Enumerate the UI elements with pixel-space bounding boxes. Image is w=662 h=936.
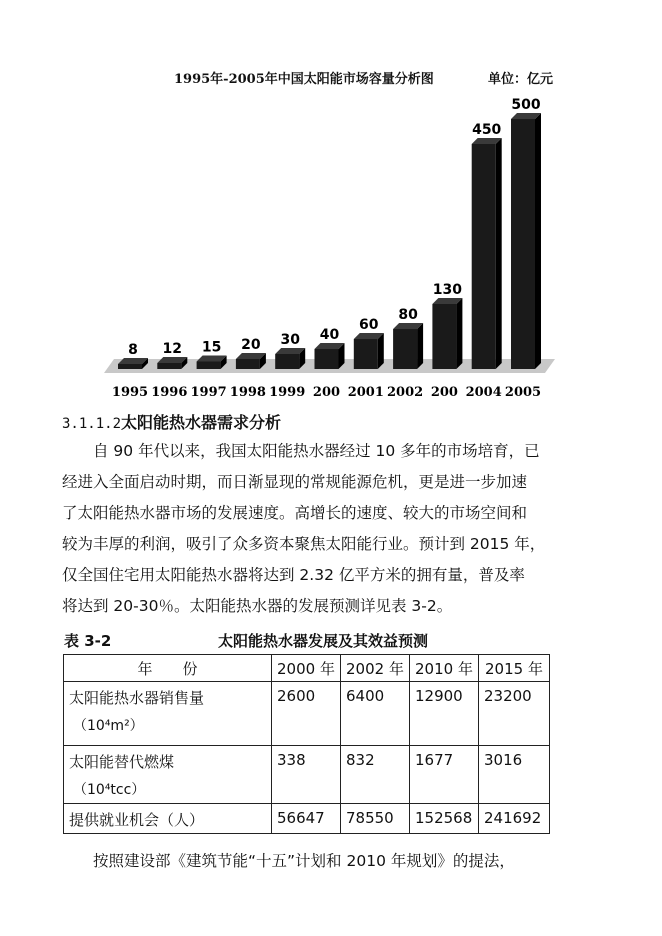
row-label-cell (64, 746, 272, 804)
x-tick-label: 2005 (504, 385, 542, 400)
table-cell: 832 (341, 746, 410, 804)
table-title: 太阳能热水器发展及其效益预测 (218, 632, 429, 650)
paragraph-line: 将达到 20-30％。太阳能热水器的发展预测详见表 3-2。 (62, 597, 453, 615)
x-tick-label: 1998 (229, 385, 266, 400)
bar (393, 329, 417, 369)
bar-side (456, 298, 462, 369)
data-label: 40 (319, 327, 340, 343)
bar (118, 364, 142, 369)
paragraph-line: 较为丰厚的利润，吸引了众多资本聚焦太阳能行业。预计到 2015 年， (62, 535, 546, 553)
table-row (64, 682, 550, 746)
paragraph-1 (62, 436, 602, 622)
table-cell: 6400 (341, 682, 410, 746)
row-unit: （10⁴m²） (73, 718, 144, 734)
bar (197, 362, 221, 370)
table-cell: 241692 (479, 804, 550, 834)
section-title: 太阳能热水器需求分析 (121, 413, 282, 432)
x-tick-label: 2002 (387, 385, 424, 400)
bar (472, 144, 496, 369)
row-label: 提供就业机会（人） (69, 811, 205, 829)
data-label: 450 (472, 122, 502, 138)
x-tick-label: 1996 (151, 385, 188, 400)
bar (511, 119, 535, 369)
x-tick-label: 2001 (347, 385, 384, 400)
bar (432, 304, 456, 369)
header-cell-2010: 2010 年 (410, 655, 479, 682)
chart-svg (92, 60, 572, 405)
header-cell-2015: 2015 年 (479, 655, 550, 682)
table-cell: 2600 (272, 682, 341, 746)
bar (354, 339, 378, 369)
header-cell-2000: 2000 年 (272, 655, 341, 682)
header-cell-year: 年 份 (64, 655, 272, 682)
bar-side (496, 138, 502, 369)
row-label: 太阳能热水器销售量 (69, 689, 205, 707)
data-label: 12 (162, 341, 183, 357)
market-capacity-chart (92, 60, 572, 405)
row-label-cell (64, 804, 272, 834)
bar-side (378, 333, 384, 369)
header-cell-2002: 2002 年 (341, 655, 410, 682)
bar (236, 359, 260, 369)
forecast-table (63, 654, 550, 834)
table-row (64, 804, 550, 834)
paragraph-line: 按照建设部《建筑节能“十五”计划和 2010 年规划》的提法， (62, 852, 515, 870)
paragraph-line: 了太阳能热水器市场的发展速度。高增长的速度、较大的市场空间和 (62, 504, 528, 522)
data-label: 500 (511, 97, 541, 113)
data-label: 15 (201, 339, 222, 356)
data-label: 60 (359, 317, 379, 333)
table-cell: 23200 (479, 682, 550, 746)
table-cell: 56647 (272, 804, 341, 834)
data-label: 30 (280, 332, 300, 348)
table-number: 表 3-2 (64, 632, 112, 650)
data-label: 80 (398, 307, 418, 323)
row-label-cell (64, 682, 272, 746)
bar (315, 349, 339, 369)
paragraph-2 (62, 846, 602, 877)
x-tick-label: 2004 (465, 385, 502, 400)
x-tick-label: 1999 (269, 385, 306, 400)
x-tick-label: 1997 (190, 385, 227, 400)
table-cell: 1677 (410, 746, 479, 804)
chart-title: 1995年-2005年中国太阳能市场容量分析图 (174, 72, 434, 87)
section-heading (62, 410, 281, 433)
x-tick-label: 200 (430, 385, 458, 400)
bar (275, 354, 299, 369)
row-label: 太阳能替代燃煤 (69, 753, 175, 771)
section-number: 3.1.1.2 (62, 416, 122, 432)
table-cell: 78550 (341, 804, 410, 834)
table-row (64, 746, 550, 804)
bar (157, 363, 181, 369)
table-cell: 338 (272, 746, 341, 804)
row-unit: （10⁴tcc） (73, 782, 146, 798)
table-cell: 152568 (410, 804, 479, 834)
paragraph-line: 自 90 年代以来，我国太阳能热水器经过 10 多年的市场培育，已 (62, 442, 540, 460)
table-cell: 12900 (410, 682, 479, 746)
table-cell: 3016 (479, 746, 550, 804)
table-header-row (64, 655, 550, 682)
data-label: 20 (241, 337, 261, 353)
data-label: 8 (128, 342, 138, 358)
paragraph-line: 经进入全面启动时期，而日渐显现的常规能源危机，更是进一步加速 (62, 473, 528, 491)
data-label: 130 (432, 282, 463, 298)
paragraph-line: 仅全国住宅用太阳能热水器将达到 2.32 亿平方米的拥有量，普及率 (62, 566, 525, 584)
bar-side (535, 113, 541, 369)
x-tick-label: 200 (312, 385, 341, 400)
x-tick-label: 1995 (111, 385, 149, 400)
chart-unit-label: 单位：亿元 (488, 72, 554, 87)
bar-side (417, 323, 423, 369)
